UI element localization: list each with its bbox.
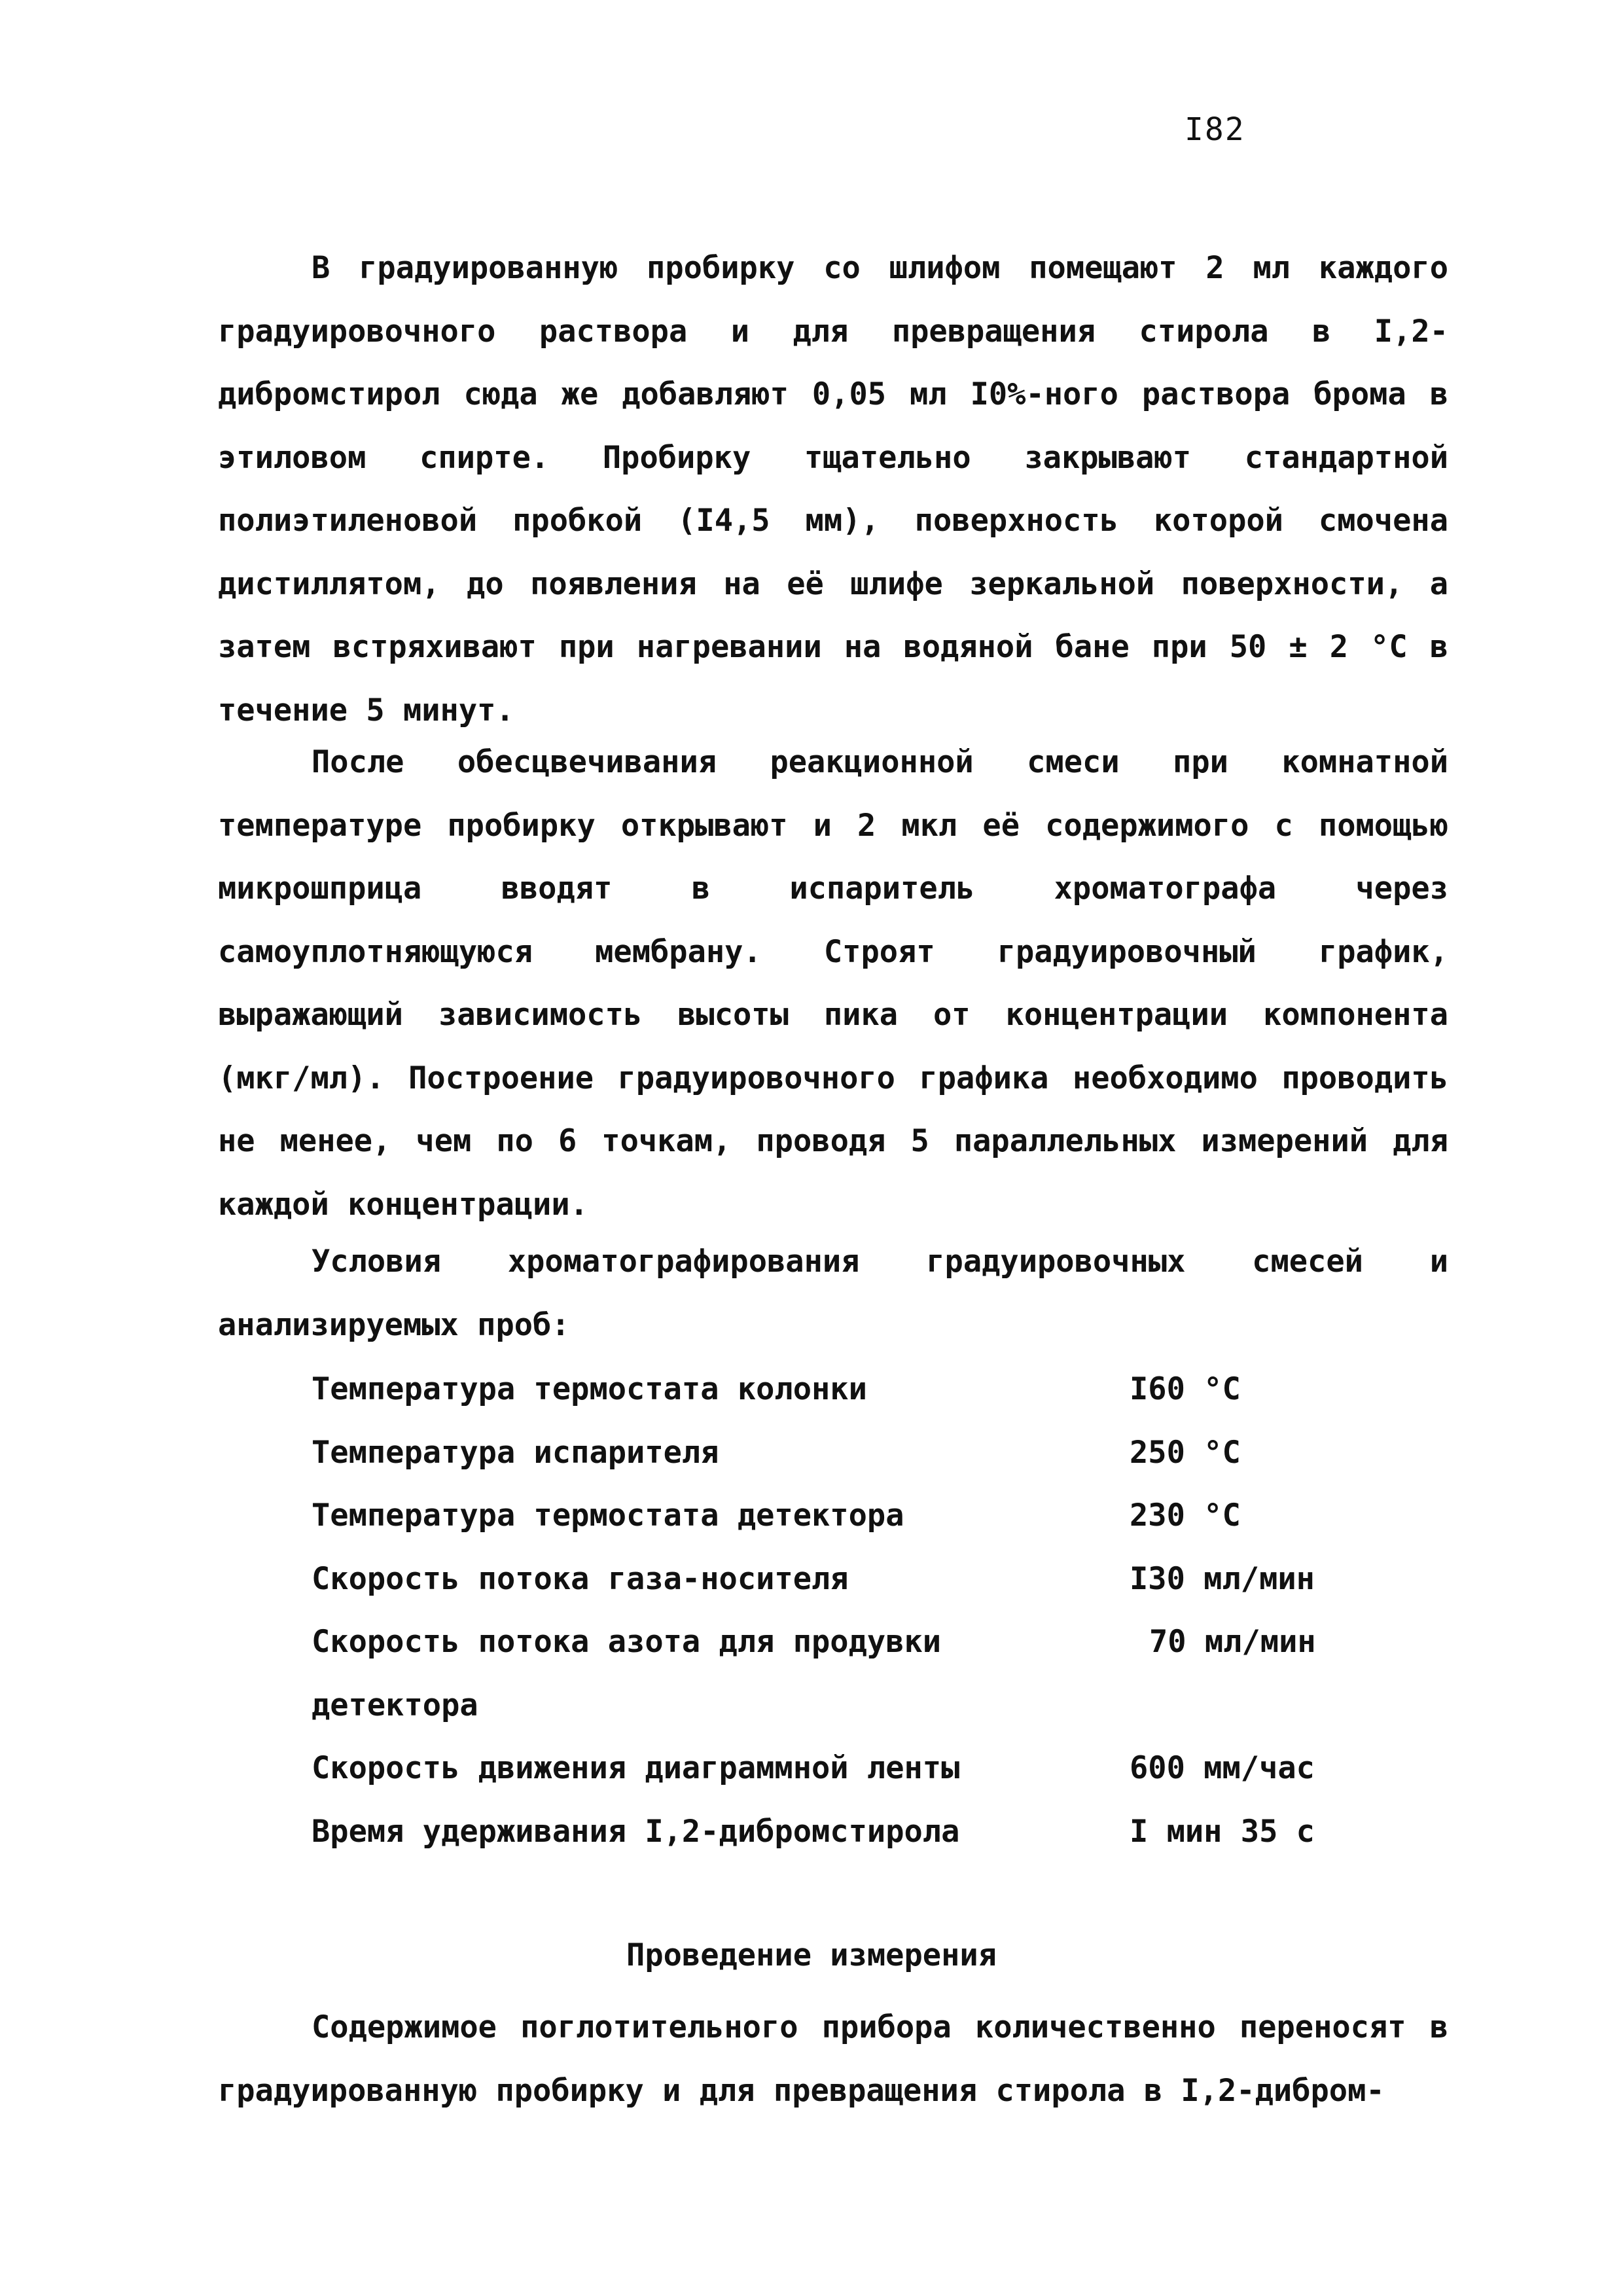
condition-value: I мин 35 с [1130,1813,1315,1850]
condition-value: 600 мм/час [1130,1750,1315,1786]
condition-row [312,1801,1332,1864]
condition-label: Скорость движения диаграммной ленты [312,1750,960,1786]
condition-label: Температура термостата колонки [312,1371,867,1407]
condition-label: Температура испарителя [312,1434,719,1471]
page-number: I82 [1185,111,1245,148]
condition-label: Температура термостата детектора [312,1498,904,1534]
paragraph-4-block [218,1996,1448,2123]
condition-label: Скорость потока газа-носителя [312,1560,849,1597]
paragraph-1-block [218,237,1448,742]
condition-value: 70 мл/мин [1149,1624,1316,1660]
condition-row [312,1358,1332,1422]
paragraph-1: В градуированную пробирку со шлифом помещают 2 мл каждого градуировочного раствора и для превращения стирола в I,2-дибромстирол сюда же добавляют 0,05 мл I0%-ного раствора брома в этиловом спирте. Пробирку тщательно закрывают стандартной полиэтиленовой пробкой (I4,5 мм), поверхность которой смочена дистиллятом, до появления на её шлифе зеркальной поверхности, а затем встряхивают при нагревании на водяной бане при 50 ± 2 °С в течение 5 минут. [218,250,1448,728]
paragraph-3: Условия хроматографирования градуировочных смесей и анализируемых проб: [218,1244,1448,1343]
condition-value: I30 мл/мин [1130,1560,1315,1597]
paragraph-3-block [218,1230,1448,1357]
condition-value: 230 °С [1130,1498,1241,1534]
condition-row [312,1484,1332,1548]
paragraph-2: После обесцвечивания реакционной смеси при комнатной температуре пробирку открывают и 2 мкл её содержимого с помощью микрошприца вводят в испаритель хроматографа через самоуплотняющуюся мембрану. Строят градуировочный график, выражающий зависимость высоты пика от концентрации компонента (мкг/мл). Построение градуировочного графика необходимо проводить не менее, чем по 6 точкам, проводя 5 параллельных измерений для каждой концентрации. [218,744,1448,1223]
chromatography-conditions-list [312,1358,1332,1863]
condition-value: 250 °С [1130,1434,1241,1471]
condition-row [312,1611,1332,1737]
paragraph-2-block [218,731,1448,1236]
condition-label: Время удерживания I,2-дибромстирола [312,1813,960,1850]
condition-row [312,1737,1332,1801]
condition-row [312,1548,1332,1611]
paragraph-4: Содержимое поглотительного прибора количественно переносят в градуированную пробирку и для превращения стирола в I,2-дибром- [218,2009,1448,2109]
condition-row [312,1422,1332,1485]
condition-value: I60 °С [1130,1371,1241,1407]
condition-label: Скорость потока азота для продувки детектора [312,1624,942,1723]
section-heading: Проведение измерения [626,1937,997,1973]
